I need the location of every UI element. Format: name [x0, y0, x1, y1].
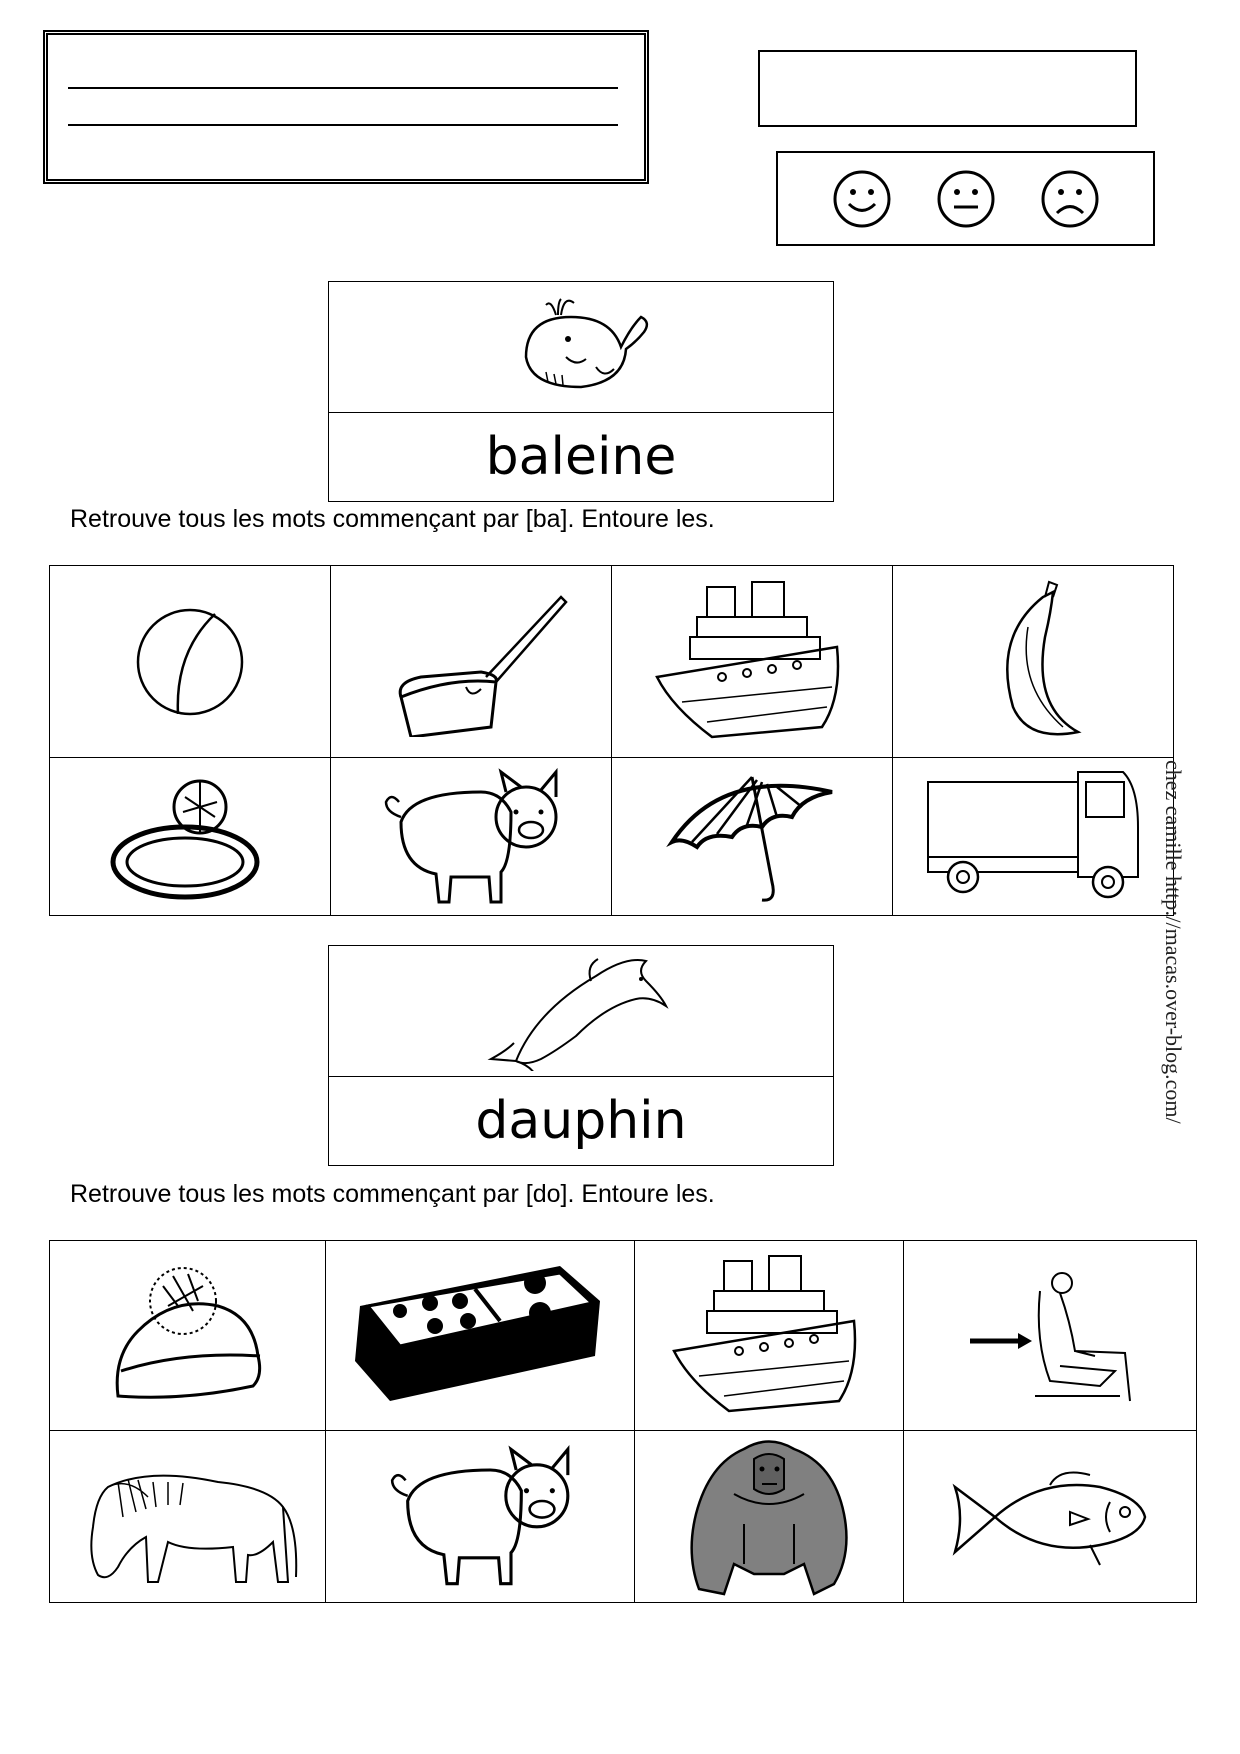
ship-icon: [652, 577, 852, 747]
grid-cell-umbrella[interactable]: [612, 758, 893, 916]
date-box[interactable]: [758, 50, 1137, 127]
grid-cell-ship[interactable]: [612, 566, 893, 758]
grid-cell-ship[interactable]: [635, 1241, 904, 1431]
card-picture: [329, 946, 833, 1077]
instruction-do: Retrouve tous les mots commençant par [do]. Entoure les.: [70, 1180, 715, 1208]
sad-face-icon[interactable]: [1040, 169, 1100, 229]
credit-text: chez camille http://macas.over-blog.com/: [1161, 760, 1186, 1124]
grid-cell-pig[interactable]: [326, 1431, 635, 1603]
card-picture: [329, 282, 833, 413]
grid-cell-wool-hat[interactable]: [50, 1241, 326, 1431]
back-arrow-chair-icon: [950, 1261, 1150, 1411]
name-box[interactable]: [43, 30, 649, 184]
picture-grid-ba: [49, 565, 1174, 916]
evaluation-box: [776, 151, 1155, 246]
instruction-ba: Retrouve tous les mots commençant par [ba]. Entoure les.: [70, 505, 715, 533]
grid-cell-paint-pot[interactable]: [331, 566, 612, 758]
grid-cell-truck[interactable]: [893, 758, 1174, 916]
banana-icon: [973, 577, 1093, 747]
gorilla-icon: [684, 1434, 854, 1599]
domino-icon: [350, 1261, 610, 1411]
word-card-baleine: [328, 281, 834, 502]
ship-icon: [669, 1251, 869, 1421]
grid-cell-gorilla[interactable]: [635, 1431, 904, 1603]
word-card-dauphin: [328, 945, 834, 1166]
card-word: baleine: [485, 427, 677, 487]
name-line-1: [68, 87, 618, 89]
picture-grid-do: [49, 1240, 1197, 1603]
pig-icon: [365, 1439, 595, 1594]
grid-cell-ring[interactable]: [50, 758, 331, 916]
grid-cell-domino[interactable]: [326, 1241, 635, 1431]
dolphin-icon: [486, 951, 676, 1071]
ring-icon: [105, 767, 275, 907]
grid-cell-fish[interactable]: [904, 1431, 1197, 1603]
umbrella-icon: [662, 762, 842, 912]
card-word: dauphin: [475, 1091, 687, 1151]
pig-icon: [361, 762, 581, 912]
whale-icon: [506, 287, 656, 407]
happy-face-icon[interactable]: [832, 169, 892, 229]
grid-cell-ball[interactable]: [50, 566, 331, 758]
paint-pot-icon: [371, 587, 571, 737]
ball-icon: [130, 602, 250, 722]
name-line-2: [68, 124, 618, 126]
grid-cell-pig[interactable]: [331, 758, 612, 916]
grid-cell-banana[interactable]: [893, 566, 1174, 758]
grid-cell-back[interactable]: [904, 1241, 1197, 1431]
wool-hat-icon: [103, 1256, 273, 1416]
truck-icon: [918, 767, 1148, 907]
fish-icon: [950, 1457, 1150, 1577]
grid-cell-horse[interactable]: [50, 1431, 326, 1603]
horse-icon: [68, 1447, 308, 1587]
neutral-face-icon[interactable]: [936, 169, 996, 229]
